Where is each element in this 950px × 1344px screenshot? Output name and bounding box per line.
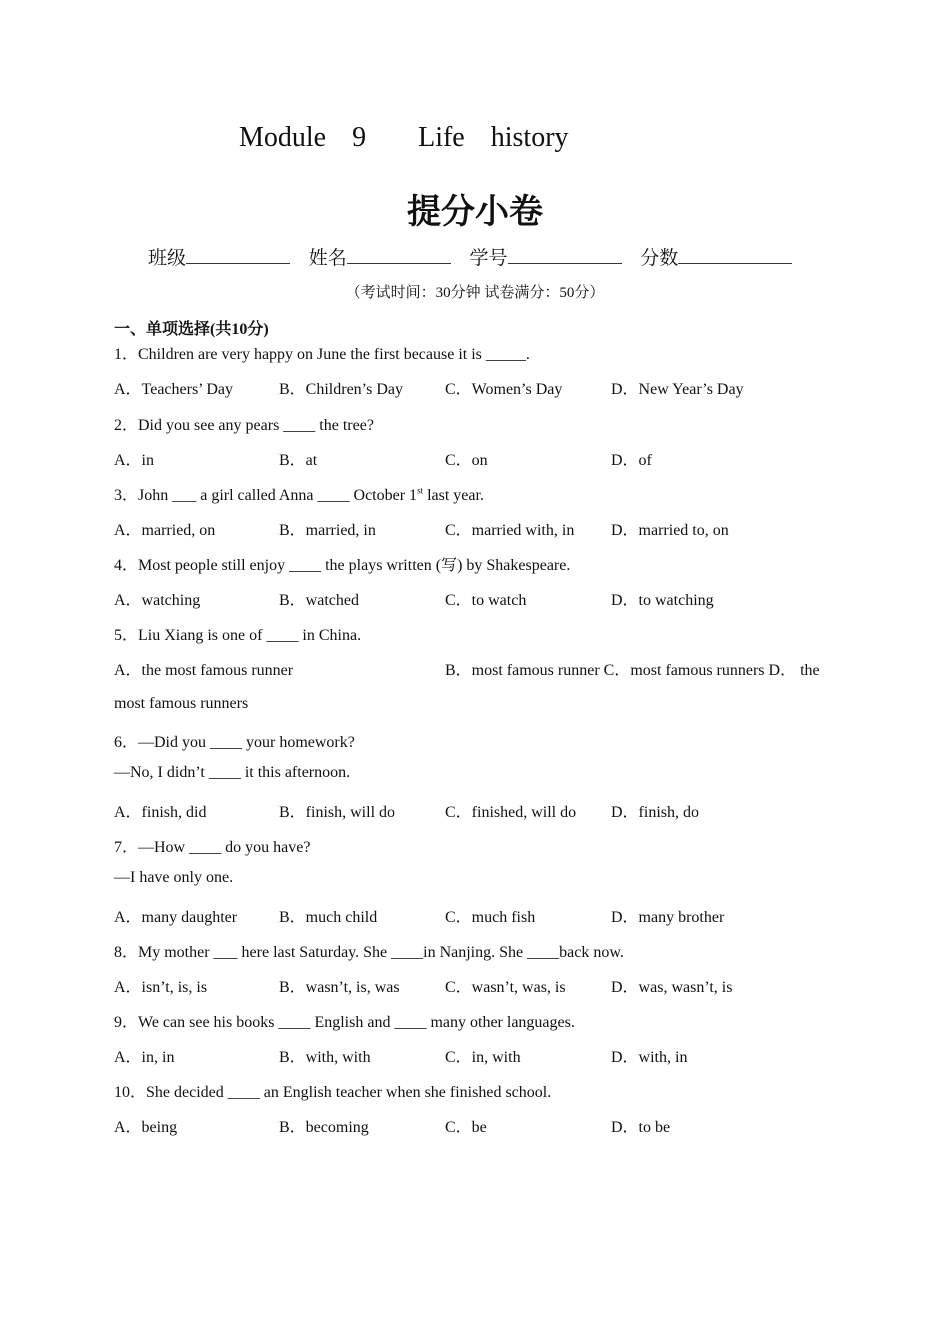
option-a: A．finish, did (114, 804, 207, 821)
option-d: D．to watching (611, 592, 714, 609)
question-stem: 8．My mother ___ here last Saturday. She ____in Nanjing. She ____back now. (114, 944, 624, 961)
option-d: D．of (611, 452, 652, 469)
exam-info: （考试时间：30分钟 试卷满分：50分） (345, 285, 605, 301)
stem-text: last year. (423, 487, 484, 504)
question-stem: 4．Most people still enjoy ____ the plays written (写) by Shakespeare. (114, 557, 571, 574)
option-a: A．married, on (114, 522, 216, 539)
option-d: D．finish, do (611, 804, 700, 821)
option-b: B．married, in (279, 522, 376, 539)
option-c: C．much fish (445, 909, 536, 926)
option-d: D．many brother (611, 909, 725, 926)
question-stem (114, 482, 484, 505)
option-c: C．finished, will do (445, 804, 577, 821)
option-a: A．isn’t, is, is (114, 979, 208, 996)
student-info-line (148, 243, 806, 270)
option-b: B．with, with (279, 1049, 371, 1066)
option-b: B．Children’s Day (279, 381, 403, 398)
ordinal-suffix: st (417, 485, 424, 496)
option-b: B．at (279, 452, 318, 469)
class-label: 班级 (148, 248, 187, 269)
option-a: A．being (114, 1119, 178, 1136)
name-blank[interactable] (347, 245, 451, 264)
module-title: Module 9 Life history (239, 122, 569, 153)
question-stem: 5．Liu Xiang is one of ____ in China. (114, 627, 362, 644)
option-d: D．was, wasn’t, is (611, 979, 733, 996)
options-bcd: B．most famous runner C．most famous runners D． the (445, 662, 820, 679)
option-a: A．the most famous runner (114, 662, 294, 679)
option-d: D．New Year’s Day (611, 381, 744, 398)
option-c: C．on (445, 452, 488, 469)
option-b: B．watched (279, 592, 359, 609)
page-title: 提分小卷 (407, 192, 543, 232)
option-c: C．Women’s Day (445, 381, 563, 398)
question-stem: 2．Did you see any pears ____ the tree? (114, 417, 374, 434)
option-a: A．many daughter (114, 909, 238, 926)
option-a: A．watching (114, 592, 201, 609)
option-c: C．married with, in (445, 522, 575, 539)
option-d: D．to be (611, 1119, 671, 1136)
question-stem-reply: —I have only one. (114, 869, 234, 886)
option-a: A．Teachers’ Day (114, 381, 233, 398)
option-b: B．finish, will do (279, 804, 396, 821)
name-field (309, 243, 451, 270)
number-label: 学号 (469, 248, 508, 269)
class-field (148, 243, 290, 270)
stem-text: 3．John ___ a girl called Anna ____ October 1 (114, 487, 418, 504)
option-a: A．in, in (114, 1049, 175, 1066)
option-c: C．to watch (445, 592, 527, 609)
option-d: D．married to, on (611, 522, 729, 539)
option-c: C．in, with (445, 1049, 521, 1066)
question-stem: 7．—How ____ do you have? (114, 839, 311, 856)
option-c: C．be (445, 1119, 487, 1136)
name-label: 姓名 (308, 248, 347, 269)
option-continuation: most famous runners (114, 695, 249, 712)
score-label: 分数 (640, 248, 679, 269)
number-field (470, 243, 622, 270)
question-stem-reply: —No, I didn’t ____ it this afternoon. (114, 764, 351, 781)
score-blank[interactable] (678, 245, 792, 264)
question-stem: 1．Children are very happy on June the first because it is _____. (114, 346, 530, 363)
option-b: B．wasn’t, is, was (279, 979, 400, 996)
class-blank[interactable] (186, 245, 290, 264)
option-b: B．becoming (279, 1119, 369, 1136)
section-heading: 一、单项选择(共10分) (114, 321, 269, 338)
question-stem: 9．We can see his books ____ English and ____ many other languages. (114, 1014, 575, 1031)
question-stem: 6．—Did you ____ your homework? (114, 734, 355, 751)
option-a: A．in (114, 452, 155, 469)
option-c: C．wasn’t, was, is (445, 979, 566, 996)
number-blank[interactable] (508, 245, 622, 264)
option-b: B．much child (279, 909, 378, 926)
score-field (640, 243, 792, 270)
question-stem: 10．She decided ____ an English teacher when she finished school. (114, 1084, 552, 1101)
option-d: D．with, in (611, 1049, 688, 1066)
